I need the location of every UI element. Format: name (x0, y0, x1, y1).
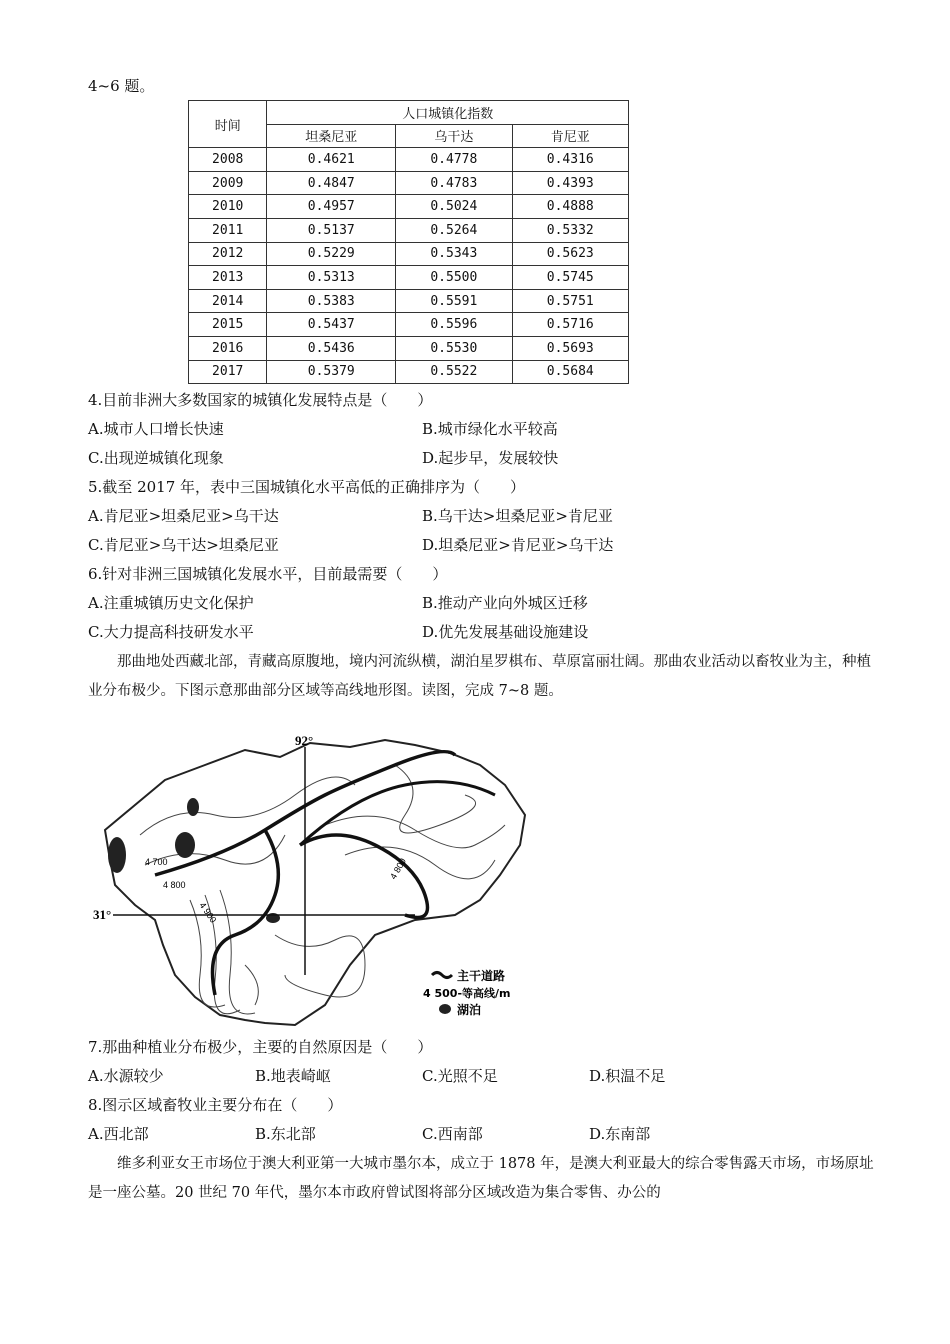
q7-option-d[interactable]: D.积温不足 (589, 1067, 666, 1085)
index-cell: 0.5591 (396, 289, 512, 313)
lake (175, 832, 195, 858)
index-cell: 0.4783 (396, 171, 512, 195)
index-cell: 0.5137 (267, 218, 396, 242)
index-cell: 0.4393 (512, 171, 628, 195)
q6-option-d[interactable]: D.优先发展基础设施建设 (422, 623, 589, 641)
road (213, 830, 279, 995)
year-cell: 2008 (189, 148, 267, 172)
table-row (189, 336, 629, 360)
table-row (189, 171, 629, 195)
q5-option-b[interactable]: B.乌干达>坦桑尼亚>肯尼亚 (422, 507, 613, 525)
q6-option-c[interactable]: C.大力提高科技研发水平 (88, 623, 254, 641)
index-cell: 0.4316 (512, 148, 628, 172)
contour-line (345, 847, 495, 879)
index-cell: 0.5684 (512, 360, 628, 384)
year-cell: 2014 (189, 289, 267, 313)
index-cell: 0.5693 (512, 336, 628, 360)
contour-map (95, 735, 535, 1035)
contour-line (275, 935, 365, 997)
index-cell: 0.4888 (512, 195, 628, 219)
contour-label: 4 900 (197, 900, 219, 925)
q5-stem: 5.截至 2017 年，表中三国城镇化水平高低的正确排序为（ ） (88, 478, 526, 496)
country-header: 乌干达 (396, 124, 512, 148)
latitude-label: 31° (93, 907, 112, 922)
q7-option-b[interactable]: B.地表崎岖 (255, 1067, 331, 1085)
time-header: 时间 (189, 101, 267, 148)
index-cell: 0.5379 (267, 360, 396, 384)
legend-road: 主干道路 (457, 969, 506, 983)
table-row (189, 195, 629, 219)
index-cell: 0.5500 (396, 266, 512, 290)
legend-road-symbol (432, 973, 452, 978)
q4-option-c[interactable]: C.出现逆城镇化现象 (88, 449, 224, 467)
year-cell: 2013 (189, 266, 267, 290)
year-cell: 2016 (189, 336, 267, 360)
index-cell: 0.5332 (512, 218, 628, 242)
contour-line (220, 890, 255, 1014)
year-cell: 2011 (189, 218, 267, 242)
q6-stem: 6.针对非洲三国城镇化发展水平，目前最需要（ ） (88, 565, 448, 583)
index-cell: 0.5436 (267, 336, 396, 360)
table-row (189, 242, 629, 266)
urbanization-table (188, 100, 629, 384)
table-row (189, 360, 629, 384)
passage-naqu: 那曲地处西藏北部，青藏高原腹地，境内河流纵横，湖泊星罗棋布、草原富丽壮阔。那曲农业活动以畜牧业为主，种植业分布极少。下图示意那曲部分区域等高线地形图。读图，完成 7~8 题。 (88, 654, 871, 699)
table-row (189, 218, 629, 242)
index-cell: 0.5596 (396, 313, 512, 337)
index-cell: 0.5716 (512, 313, 628, 337)
q8-option-c[interactable]: C.西南部 (422, 1125, 483, 1143)
index-cell: 0.5522 (396, 360, 512, 384)
q7-stem: 7.那曲种植业分布极少，主要的自然原因是（ ） (88, 1038, 433, 1056)
index-cell: 0.5745 (512, 266, 628, 290)
index-cell: 0.4621 (267, 148, 396, 172)
q8-option-a[interactable]: A.西北部 (88, 1125, 149, 1143)
group-header: 人口城镇化指数 (267, 101, 629, 125)
q5-option-a[interactable]: A.肯尼亚>坦桑尼亚>乌干达 (88, 507, 279, 525)
year-cell: 2010 (189, 195, 267, 219)
q6-option-a[interactable]: A.注重城镇历史文化保护 (88, 594, 254, 612)
contour-line (245, 965, 258, 1005)
index-cell: 0.5530 (396, 336, 512, 360)
q4-option-a[interactable]: A.城市人口增长快速 (88, 420, 224, 438)
lake (108, 837, 126, 873)
country-header: 肯尼亚 (512, 124, 628, 148)
intro-tail: 4~6 题。 (88, 77, 155, 95)
road (300, 835, 428, 918)
contour-label: 4 800 (388, 856, 408, 881)
year-cell: 2012 (189, 242, 267, 266)
longitude-label: 92° (295, 733, 314, 748)
lake (187, 798, 199, 816)
index-cell: 0.5383 (267, 289, 396, 313)
q8-option-d[interactable]: D.东南部 (589, 1125, 651, 1143)
passage-melbourne: 维多利亚女王市场位于澳大利亚第一大城市墨尔本，成立于 1878 年，是澳大利亚最大的综合零售露天市场，市场原址是一座公墓。20 世纪 70 年代，墨尔本市政府曾试图将部分区域改造为集合零售、办公的 (88, 1156, 874, 1201)
table-row (189, 313, 629, 337)
country-header: 坦桑尼亚 (267, 124, 396, 148)
index-cell: 0.5437 (267, 313, 396, 337)
q4-option-d[interactable]: D.起步早，发展较快 (422, 449, 559, 467)
year-cell: 2015 (189, 313, 267, 337)
index-cell: 0.5623 (512, 242, 628, 266)
index-cell: 0.5343 (396, 242, 512, 266)
index-cell: 0.5229 (267, 242, 396, 266)
table-row (189, 148, 629, 172)
contour-label: 4 700 (145, 857, 168, 867)
year-cell: 2017 (189, 360, 267, 384)
legend-lake: 湖泊 (457, 1003, 482, 1017)
index-cell: 0.4778 (396, 148, 512, 172)
q8-option-b[interactable]: B.东北部 (255, 1125, 316, 1143)
q6-option-b[interactable]: B.推动产业向外城区迁移 (422, 594, 588, 612)
table-row (189, 289, 629, 313)
index-cell: 0.5751 (512, 289, 628, 313)
q8-stem: 8.图示区域畜牧业主要分布在（ ） (88, 1096, 343, 1114)
q4-option-b[interactable]: B.城市绿化水平较高 (422, 420, 558, 438)
index-cell: 0.5313 (267, 266, 396, 290)
table-row (189, 266, 629, 290)
contour-label: 4 800 (163, 880, 186, 890)
index-cell: 0.5264 (396, 218, 512, 242)
q4-stem: 4.目前非洲大多数国家的城镇化发展特点是（ ） (88, 391, 433, 409)
legend-contour: 4 500-等高线/m (423, 987, 511, 1000)
q7-option-a[interactable]: A.水源较少 (88, 1067, 164, 1085)
contour-line (395, 765, 476, 833)
index-cell: 0.5024 (396, 195, 512, 219)
index-cell: 0.4957 (267, 195, 396, 219)
index-cell: 0.4847 (267, 171, 396, 195)
q5-option-d[interactable]: D.坦桑尼亚>肯尼亚>乌干达 (422, 536, 614, 554)
legend-lake-symbol (439, 1004, 451, 1014)
year-cell: 2009 (189, 171, 267, 195)
q7-option-c[interactable]: C.光照不足 (422, 1067, 498, 1085)
q5-option-c[interactable]: C.肯尼亚>乌干达>坦桑尼亚 (88, 536, 279, 554)
